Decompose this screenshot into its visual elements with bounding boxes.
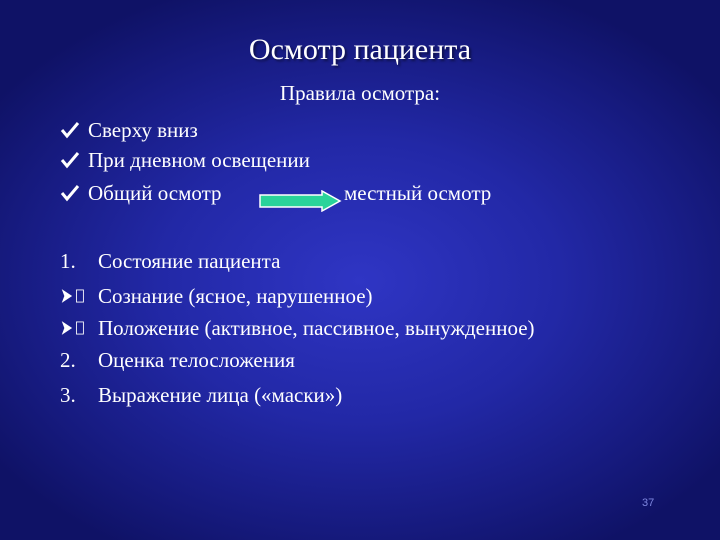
outline-number: 1. (60, 249, 76, 273)
right-arrow-icon (258, 190, 342, 212)
arrowhead-bullet-icon (60, 313, 86, 343)
outline-number: 2. (60, 348, 76, 372)
checklist-item-label: При дневном освещении (88, 148, 310, 172)
check-icon (60, 115, 86, 145)
page-number: 37 (642, 497, 655, 509)
outline-number: 3. (60, 383, 76, 407)
checklist-item-label: Сверху вниз (88, 118, 198, 142)
outline-item-label: Оценка телосложения (98, 348, 295, 372)
slide-subtitle: Правила осмотра: (279, 81, 441, 105)
check-icon (60, 178, 86, 208)
arrowhead-bullet-icon (60, 281, 86, 311)
local-exam-label: местный осмотр (344, 181, 492, 205)
check-icon (60, 145, 86, 175)
outline-item-label: Выражение лица («маски») (98, 383, 343, 407)
outline-item-label: Положение (активное, пассивное, вынужденное) (98, 316, 535, 340)
checklist-item-label: Общий осмотр (88, 181, 222, 205)
outline-item-label: Сознание (ясное, нарушенное) (98, 284, 373, 308)
slide-title: Осмотр пациента (248, 33, 472, 66)
outline-item-label: Состояние пациента (98, 249, 281, 273)
